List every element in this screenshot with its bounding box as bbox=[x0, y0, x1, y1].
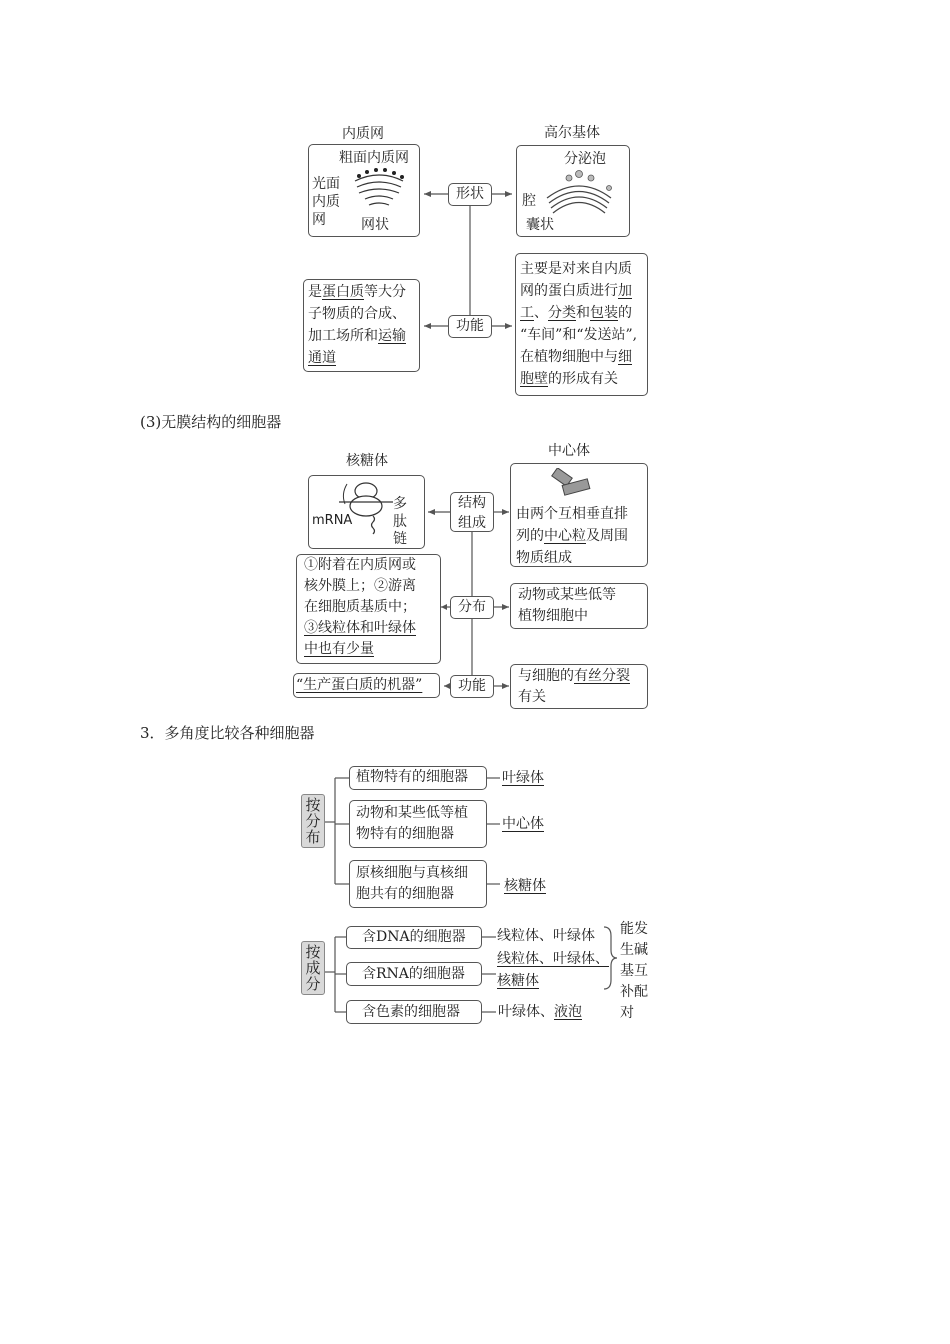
structure-node-line1: 结构 bbox=[458, 495, 486, 511]
centrosome-structure-line3: 物质组成 bbox=[516, 550, 572, 566]
pairing-note-line4: 补配 bbox=[620, 984, 648, 1000]
ribosome-distribution-line1: ①附着在内质网或 bbox=[304, 557, 416, 573]
golgi-function-line3: 工、分类和包装的 bbox=[520, 305, 632, 321]
comp-row-rna-box bbox=[346, 962, 482, 986]
centrosome-distribution-line2: 植物细胞中 bbox=[518, 608, 588, 624]
comp-row-rna-label: 含RNA的细胞器 bbox=[362, 966, 465, 982]
dist-row-plant-label: 植物特有的细胞器 bbox=[356, 769, 468, 785]
centrosome-function-line1: 与细胞的有丝分裂 bbox=[518, 668, 630, 684]
ribosome-image-box bbox=[308, 475, 425, 549]
distribution-node: 分布 bbox=[450, 596, 494, 619]
peptide-label-1: 多 bbox=[393, 496, 407, 512]
function-node-2: 功能 bbox=[450, 675, 494, 698]
sac-label: 囊状 bbox=[526, 217, 554, 233]
er-title: 内质网 bbox=[342, 126, 384, 142]
rough-er-label: 粗面内质网 bbox=[339, 150, 409, 166]
by-distribution-label: 按分布 bbox=[301, 794, 325, 848]
pairing-note-line3: 基互 bbox=[620, 963, 648, 979]
smooth-er-label-b: 内质 bbox=[312, 194, 340, 210]
golgi-function-line2: 网的蛋白质进行加 bbox=[520, 283, 632, 299]
centrosome-distribution-line1: 动物或某些低等 bbox=[518, 587, 616, 603]
smooth-er-label-a: 光面 bbox=[312, 176, 340, 192]
smooth-er-label-c: 网 bbox=[312, 212, 326, 228]
dist-row-shared-answer: 核糖体 bbox=[504, 878, 546, 894]
ribosome-distribution-line5: 中也有少量 bbox=[304, 641, 374, 657]
centrosome-structure-box bbox=[510, 463, 648, 567]
ribosome-function-text: “生产蛋白质的机器” bbox=[296, 677, 423, 693]
comp-row-pigment-answer: 叶绿体、液泡 bbox=[498, 1004, 582, 1020]
heading-compare-organelles: 3．多角度比较各种细胞器 bbox=[140, 724, 315, 742]
structure-node bbox=[450, 492, 494, 532]
function-node-1: 功能 bbox=[448, 315, 492, 338]
ribosome-distribution-box bbox=[296, 554, 441, 664]
dist-row-shared-label-a: 原核细胞与真核细 bbox=[356, 865, 468, 881]
er-function-line2: 子物质的合成、 bbox=[308, 306, 406, 322]
comp-row-dna-answer: 线粒体、叶绿体 bbox=[497, 928, 595, 944]
golgi-function-line4: “车间”和“发送站”, bbox=[520, 327, 638, 343]
golgi-image-box bbox=[516, 145, 630, 237]
golgi-function-line6: 胞壁的形成有关 bbox=[520, 371, 618, 387]
dist-row-animal-box bbox=[349, 800, 487, 848]
pairing-note-line1: 能发 bbox=[620, 921, 648, 937]
comp-row-pigment-box bbox=[346, 1000, 482, 1024]
dist-row-plant-box bbox=[349, 766, 487, 790]
comp-row-pigment-label: 含色素的细胞器 bbox=[362, 1004, 460, 1020]
er-image-box bbox=[308, 144, 420, 237]
centrosome-title: 中心体 bbox=[548, 443, 590, 459]
comp-row-rna-answer: 线粒体、叶绿体、 bbox=[497, 951, 609, 967]
er-shape-label: 网状 bbox=[361, 217, 389, 233]
golgi-function-box bbox=[515, 253, 648, 396]
comp-row-dna-label: 含DNA的细胞器 bbox=[362, 929, 466, 945]
centrosome-illustration bbox=[549, 468, 595, 500]
pairing-note-line5: 对 bbox=[620, 1005, 634, 1021]
cavity-label: 腔 bbox=[522, 193, 536, 209]
dist-row-animal-label-b: 物特有的细胞器 bbox=[356, 826, 454, 842]
vesicle-label: 分泌泡 bbox=[564, 151, 606, 167]
golgi-title: 高尔基体 bbox=[544, 125, 600, 141]
ribosome-distribution-line3: 在细胞质基质中； bbox=[304, 599, 416, 615]
ribosome-distribution-line4: ③线粒体和叶绿体 bbox=[304, 620, 416, 636]
comp-row-dna-box bbox=[346, 926, 482, 949]
dist-row-plant-answer: 叶绿体 bbox=[502, 770, 544, 786]
centrosome-function-line2: 有关 bbox=[518, 689, 546, 705]
er-function-line3: 加工场所和运输 bbox=[308, 328, 406, 344]
golgi-function-line5: 在植物细胞中与细 bbox=[520, 349, 632, 365]
dist-row-animal-answer: 中心体 bbox=[502, 816, 544, 832]
ribosome-function-box bbox=[293, 673, 440, 698]
by-composition-label: 按成分 bbox=[301, 941, 325, 995]
er-function-box bbox=[303, 279, 420, 372]
golgi-function-line1: 主要是对来自内质 bbox=[520, 261, 632, 277]
peptide-label-3: 链 bbox=[393, 531, 407, 547]
section-title-non-membrane: (3)无膜结构的细胞器 bbox=[140, 413, 282, 431]
comp-row-rna-answer-b: 核糖体 bbox=[497, 973, 539, 989]
er-illustration bbox=[351, 167, 407, 211]
golgi-illustration bbox=[539, 168, 619, 218]
centrosome-function-box bbox=[510, 664, 648, 709]
shape-node: 形状 bbox=[448, 183, 492, 206]
centrosome-distribution-box bbox=[510, 583, 648, 629]
mrna-label: mRNA bbox=[312, 513, 353, 528]
pairing-note-line2: 生碱 bbox=[620, 942, 648, 958]
ribosome-distribution-line2: 核外膜上；②游离 bbox=[304, 578, 416, 594]
er-function-line4: 通道 bbox=[308, 350, 336, 366]
centrosome-structure-line2: 列的中心粒及周围 bbox=[516, 528, 628, 544]
base-pairing-note bbox=[620, 919, 654, 1024]
structure-node-line2: 组成 bbox=[458, 515, 486, 531]
dist-row-animal-label-a: 动物和某些低等植 bbox=[356, 805, 468, 821]
peptide-label-2: 肽 bbox=[393, 514, 407, 530]
ribosome-title: 核糖体 bbox=[346, 453, 388, 469]
centrosome-structure-line1: 由两个互相垂直排 bbox=[516, 506, 628, 522]
dist-row-shared-label-b: 胞共有的细胞器 bbox=[356, 886, 454, 902]
er-function-line1: 是蛋白质等大分 bbox=[308, 284, 406, 300]
dist-row-shared-box bbox=[349, 860, 487, 908]
